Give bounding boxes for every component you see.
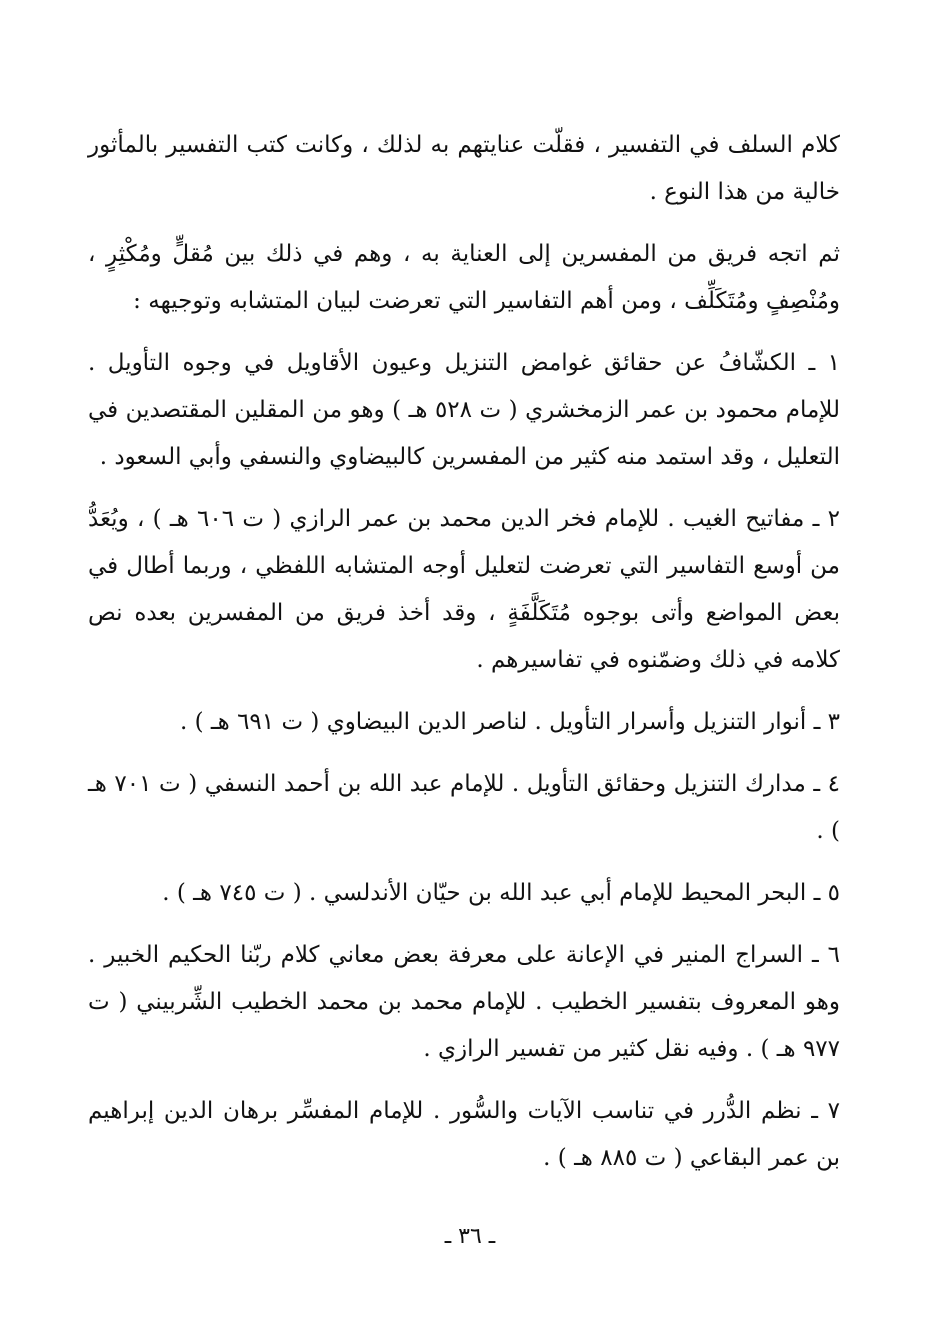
list-item-2-mafatih-al-ghayb: ٢ ـ مفاتيح الغيب . للإمام فخر الدين محمد بن عمر الرازي ( ت ٦٠٦ هـ ) ، ويُعَدُّ من أوسع التفاسير التي تعرضت لتعليل أوجه المتشابه اللفظي ، وربما أطال في بعض المواضع وأتى بوجوه مُتَكَلَّفَةٍ ، وقد أخذ فريق من المفسرين بعده نص كلامه في ذلك وضمّنوه في تفاسيرهم . [88, 506, 840, 673]
paragraph-spacer [88, 855, 840, 870]
list-item-3-anwar-al-tanzil: ٣ ـ أنوار التنزيل وأسرار التأويل . لناصر الدين البيضاوي ( ت ٦٩١ هـ ) . [179, 709, 840, 735]
paragraph-intro-continuation: كلام السلف في التفسير ، فقلّت عنايتهم به لذلك ، وكانت كتب التفسير بالمأثور خالية من هذا النوع . [88, 132, 840, 205]
list-item-7-nazm-al-durar: ٧ ـ نظم الدُّرر في تناسب الآيات والسُّور . للإمام المفسِّر برهان الدين إبراهيم بن عمر البقاعي ( ت ٨٨٥ هـ ) . [88, 1098, 840, 1171]
list-item-5-al-bahr-al-muhit: ٥ ـ البحر المحيط للإمام أبي عبد الله بن حيّان الأندلسي . ( ت ٧٤٥ هـ ) . [162, 880, 840, 906]
list-item-6-al-siraj-al-munir: ٦ ـ السراج المنير في الإعانة على معرفة بعض معاني كلام ربّنا الحكيم الخبير . وهو المعروف بتفسير الخطيب . للإمام محمد بن محمد الخطيب الشِّربيني ( ت ٩٧٧ هـ ) . وفيه نقل كثير من تفسير الرازي . [88, 942, 840, 1062]
paragraph-spacer [88, 216, 840, 231]
paragraph-spacer [88, 325, 840, 340]
paragraph-spacer [88, 481, 840, 496]
paragraph-spacer [88, 746, 840, 761]
paragraph-mufassirun-approach: ثم اتجه فريق من المفسرين إلى العناية به ، وهم في ذلك بين مُقلٍّ ومُكْثِرٍ ، ومُنْصِفٍ ومُتَكَلِّف ، ومن أهم التفاسير التي تعرضت لبيان المتشابه وتوجيهه : [88, 241, 840, 314]
list-item-4-madarik-al-tanzil: ٤ ـ مدارك التنزيل وحقائق التأويل . للإمام عبد الله بن أحمد النسفي ( ت ٧٠١ هـ ) . [88, 771, 840, 844]
page-number: ـ ٣٦ ـ [444, 1224, 496, 1249]
page-body [88, 122, 840, 1182]
paragraph-spacer [88, 1073, 840, 1088]
list-item-1-kashshaf: ١ ـ الكشّافُ عن حقائق غوامض التنزيل وعيون الأقاويل في وجوه التأويل . للإمام محمود بن عمر الزمخشري ( ت ٥٢٨ هـ ) وهو من المقلين المقتصدين في التعليل ، وقد استمد منه كثير من المفسرين كالبيضاوي والنسفي وأبي السعود . [88, 350, 841, 470]
paragraph-spacer [88, 684, 840, 699]
paragraph-spacer [88, 917, 840, 932]
